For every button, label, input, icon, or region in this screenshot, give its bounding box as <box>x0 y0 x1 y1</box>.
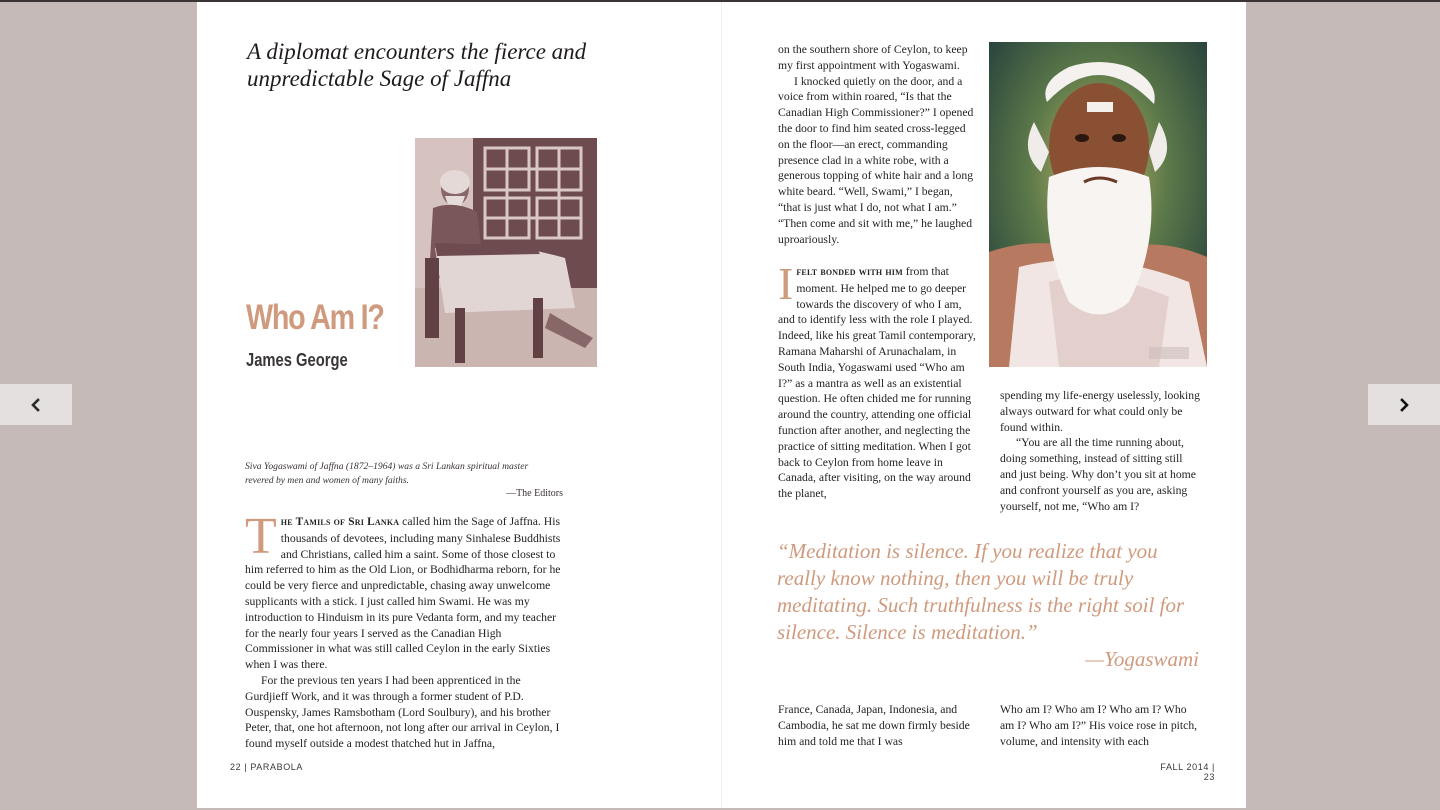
photo-caption <box>245 460 565 488</box>
portrait-illustration <box>989 42 1207 367</box>
body-column-right-bottom-left <box>778 702 978 749</box>
page-gutter <box>721 2 722 808</box>
body-paragraph: For the previous ten years I had been apprenticed in the Gurdjieff Work, and it was through a former student of P.D. Ouspensky, James Ramsbotham (Lord Soulbury), and his brother Peter, that, one hot afternoon, not long after our arrival in Ceylon, I found myself outside a modest thatched hut in Jaffna, <box>245 673 560 751</box>
drop-cap: T <box>245 508 277 565</box>
previous-page-button[interactable] <box>0 384 72 425</box>
body-paragraph: “You are all the time running about, doing something, instead of sitting still and just being. Why don’t you sit at home and confront yourself as you are, asking yourself, not me, “Who am I? <box>1000 436 1196 513</box>
page-folio-right: FALL 2014 | 23 <box>1160 762 1215 782</box>
body-paragraph <box>245 508 563 673</box>
article-subtitle <box>247 38 627 92</box>
body-column-right-top <box>778 42 978 247</box>
pull-quote-attribution: —Yogaswami <box>1085 647 1199 671</box>
lead-in-smallcaps: felt bonded with him <box>796 266 903 278</box>
body-column-right-middle <box>778 258 978 502</box>
seated-sage-illustration <box>415 138 597 367</box>
lead-in-smallcaps: he Tamils of Sri Lanka <box>280 516 400 528</box>
yogaswami-portrait-painting <box>989 42 1207 367</box>
body-column-right-second <box>1000 388 1200 514</box>
article-author: James George <box>246 350 348 370</box>
next-page-button[interactable] <box>1368 384 1440 425</box>
caption-line: Siva Yogaswami of Jaffna (1872–1964) was a Sri Lankan spiritual master <box>245 461 529 472</box>
article-title: Who Am I? <box>246 298 384 337</box>
pull-quote: “Meditation is silence. If you realize that you really know nothing, then you will be truly meditating. Such truthfulness is the right soil for silence. Silence is meditation.” <box>777 539 1185 644</box>
body-paragraph: France, Canada, Japan, Indonesia, and Cambodia, he sat me down firmly beside him and told me that I was <box>778 703 970 748</box>
paragraph-text: from that moment. He helped me to go deeper towards the discovery of who I am, and to identify less with the role I played. Indeed, like his great Tamil contemporary, Ramana Maharshi of Arunachalam, in South India, Yogaswami used “Who am I?” as a mantra as well as an existential question. He often chided me for running around the country, attending one official function after another, and neglecting the practice of sitting meditation. When I got back to Ceylon from home leave in Canada, after visiting, on the way around the planet, <box>778 265 976 501</box>
page-folio-left: 22 | PARABOLA <box>230 762 304 772</box>
chevron-right-icon <box>1398 398 1410 412</box>
body-paragraph: on the southern shore of Ceylon, to keep my first appointment with Yogaswami. <box>778 43 968 72</box>
subtitle-line: unpredictable Sage of Jaffna <box>247 66 512 91</box>
body-column-right-bottom-right <box>1000 702 1200 749</box>
subtitle-line: A diplomat encounters the fierce and <box>247 39 587 64</box>
body-paragraph: I knocked quietly on the door, and a voice from within roared, “Is that the Canadian High Commissioner?” I opened the door to find him seated cross-legged on the floor—an erect, commanding presence clad in a white robe, with a generous topping of white hair and a long white beard. “Well, Swami,” I began, “that is just what I do, not what I am.” “Then come and sit with me,” he laughed uproariously. <box>778 74 974 246</box>
body-paragraph <box>778 258 978 502</box>
drop-cap: I <box>778 258 794 309</box>
caption-credit: —The Editors <box>506 488 563 499</box>
body-column-left <box>245 508 563 752</box>
body-paragraph: Who am I? Who am I? Who am I? Who am I? Who am I?” His voice rose in pitch, volume, and intensity with each <box>1000 703 1198 748</box>
magazine-spread[interactable] <box>197 2 1246 808</box>
yogaswami-seated-photo <box>415 138 597 367</box>
chevron-left-icon <box>30 398 42 412</box>
caption-line: revered by men and women of many faiths. <box>245 475 409 486</box>
body-paragraph: spending my life-energy uselessly, looking always outward for what could only be found within. <box>1000 389 1200 434</box>
paragraph-text: called him the Sage of Jaffna. His thousands of devotees, including many Sinhalese Buddhists and Christians, called him a saint. Some of those closest to him referred to him as the Old Lion, or Bodhidharma reborn, for he could be very fierce and unpredictable, chasing away unwelcome supplicants with a stick. I just called him Swami. He was my introduction to Hinduism in its pure Vedanta form, and my teacher for the nearly four years I served as the Canadian High Commissioner in what was still called Ceylon in the early Sixties when I was there. <box>245 515 561 672</box>
